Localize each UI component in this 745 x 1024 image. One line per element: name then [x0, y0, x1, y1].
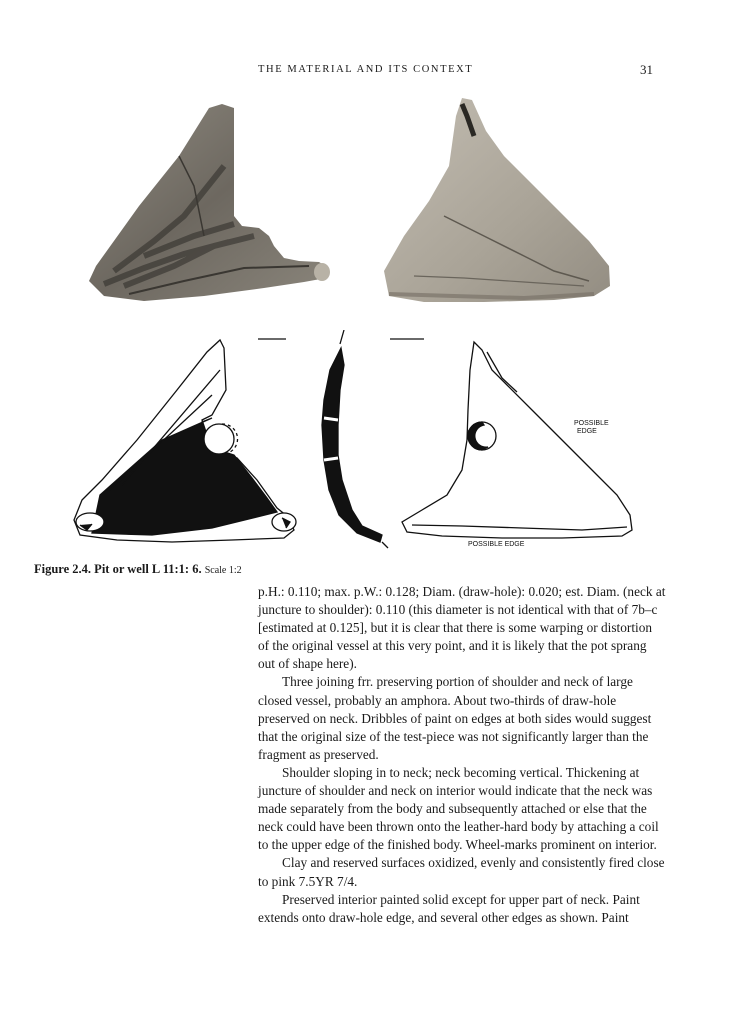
paragraph-description: Three joining frr. preserving portion of shoulder and neck of large closed vessel, probably an amphora. About two-thirds of draw-hole preserved on neck. Dribbles of paint on edges at both sides would suggest that the original size of the test-piece was not significantly larger than the fragment as preserved. [258, 674, 652, 762]
label-possible-edge-bottom: POSSIBLE EDGE [468, 541, 525, 548]
drawing-exterior [390, 339, 632, 548]
fragment-drawings [62, 330, 652, 560]
paragraph-paint: Preserved interior painted solid except for upper part of neck. Paint extends onto draw-hole edge, and several other edges as shown. Paint [258, 891, 640, 925]
page-number: 31 [640, 62, 653, 77]
figure-caption [34, 562, 244, 578]
caption-title: Figure 2.4. Pit or well L 11:1: 6. [34, 562, 202, 576]
body-text [258, 583, 666, 927]
paragraph-clay: Clay and reserved surfaces oxidized, evenly and consistently fired close to pink 7.5YR 7/4. [258, 855, 665, 889]
fragment-photographs [84, 96, 624, 318]
photo-exterior-view [384, 98, 610, 302]
paragraph-shape: Shoulder sloping in to neck; neck becoming vertical. Thickening at juncture of shoulder and neck on interior would indicate that the neck was made separately from the body and subsequently attached or else that the neck could have been thrown onto the leather-hard body by attaching a coil to the upper edge of the finished body. Wheel-marks prominent on interior. [258, 764, 659, 853]
paragraph-dimensions: p.H.: 0.110; max. p.W.: 0.128; Diam. (draw-hole): 0.020; est. Diam. (neck at juncture to shoulder): 0.110 (this diameter is not identical with that of 7b–c [estimated at 0.125], but it is clear that there is some warping or distortion of the original vessel at this very point, and it is likely that the pot sprang out of shape here). [258, 584, 666, 672]
drawing-interior [74, 339, 296, 542]
label-possible-edge-side-line1: POSSIBLE [574, 420, 609, 427]
running-head: THE MATERIAL AND ITS CONTEXT [258, 64, 474, 75]
caption-scale: Scale 1:2 [204, 565, 242, 576]
drawing-profile [322, 330, 388, 548]
label-possible-edge-side-line2: EDGE [577, 428, 597, 435]
photo-interior-view [89, 104, 330, 301]
